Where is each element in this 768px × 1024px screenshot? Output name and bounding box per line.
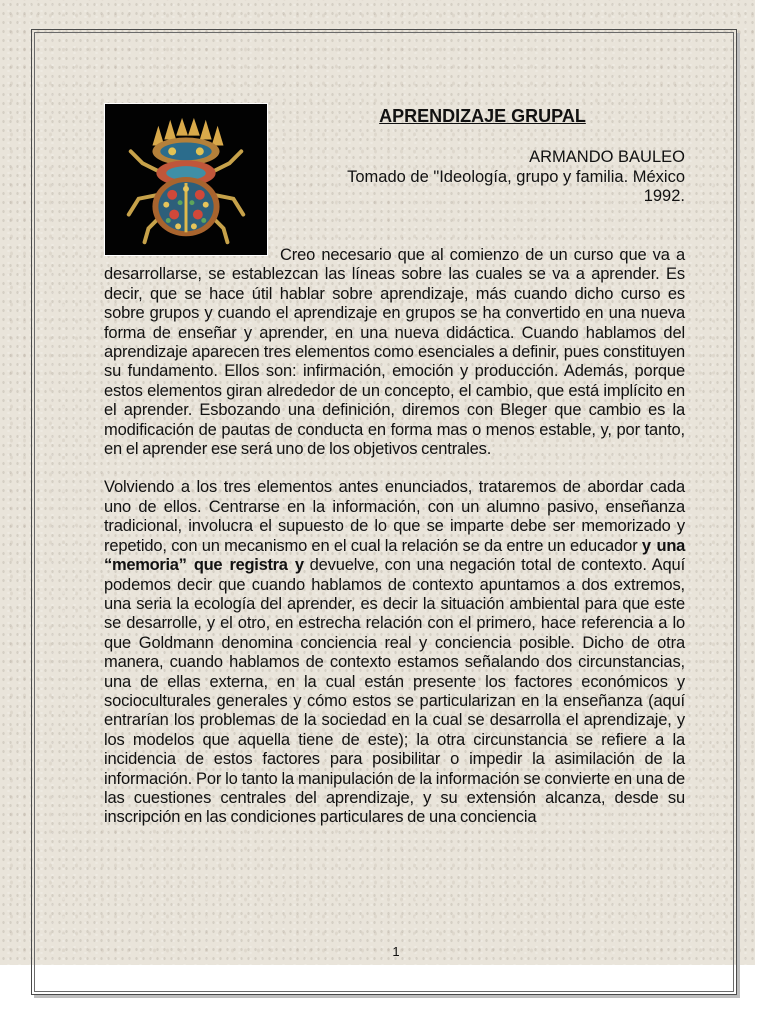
page-border-shadow-right <box>737 33 740 998</box>
paragraph-1: Creo necesario que al comienzo de un curso que va a desarrollarse, se establezcan las líneas sobre las cuales se va a aprender. Es decir, que se hace útil hablar sobre aprendizaje, más cuando dicho curso es sobre grupos y cuando el aprendizaje en grupos se ha convertido en una nueva forma de enseñar y aprender, en una nueva didáctica. Cuando hablamos del aprendizaje aparecen tres elementos como esenciales a definir, pues constituyen su fundamento. Ellos son: infirmación, emoción y producción. Además, porque estos elementos giran alrededor de un concepto, el cambio, que está implícito en el aprender. Esbozando una definición, diremos con Bleger que cambio es la modificación de pautas de conducta en forma mas o menos estable, y, por tanto, en el aprender ese será uno de los objetivos centrales. <box>104 246 685 459</box>
paragraph-2-text-end: devuelve, con una negación total de contexto. Aquí podemos decir que cuando hablamos de contexto apuntamos a dos extremos, una seria la ecología del aprender, es decir la situación ambiental para que este se desarrolle, y el otro, en estrecha relación con el primero, hace referencia a lo que Goldmann denomina conciencia real y conciencia posible. Dicho de otra manera, cuando hablamos de contexto estamos señalando dos circunstancias, una de ellas externa, en la cual están presente los factores económicos y socioculturales generales y cómo estos se particularizan en la enseñanza (aquí entrarían los problemas de la sociedad en la cual se desarrolla el aprendizaje, y los modelos que aquella tiene de este); la otra circunstancia se refiere a la incidencia de estos factores para posibilitar o impedir la asimilación de la información. Por lo tanto la manipulación de la información se convierte en una de las cuestiones centrales del aprendizaje, y su extensión alcanza, desde su inscripción en las condiciones particulares de una conciencia <box>104 556 686 827</box>
article-body <box>104 246 685 828</box>
scarab-beetle-icon <box>104 103 268 256</box>
logo-text-wrap-spacer <box>104 246 280 256</box>
author-name: ARMANDO BAULEO <box>529 148 685 166</box>
page-number: 1 <box>392 944 400 959</box>
document-title: APRENDIZAJE GRUPAL <box>379 106 586 126</box>
page-border-shadow-bottom <box>34 995 740 998</box>
byline <box>280 148 685 207</box>
paragraph-2-text-start: Volviendo a los tres elementos antes enunciados, trataremos de abordar cada uno de ellos. Centrarse en la información, con un alumno pasivo, enseñanza tradicional, involucra el supuesto de lo que se imparte debe ser memorizado y repetido, con un mecanismo en el cual la relación se da entre un educador <box>104 478 685 555</box>
paragraph-2-bold-text: y una “memoria” que registra y <box>104 536 685 575</box>
source-citation-line-2: 1992. <box>643 187 685 205</box>
paragraph-2 <box>104 478 685 827</box>
source-citation-line-1: Tomado de "Ideología, grupo y familia. México <box>347 167 685 186</box>
